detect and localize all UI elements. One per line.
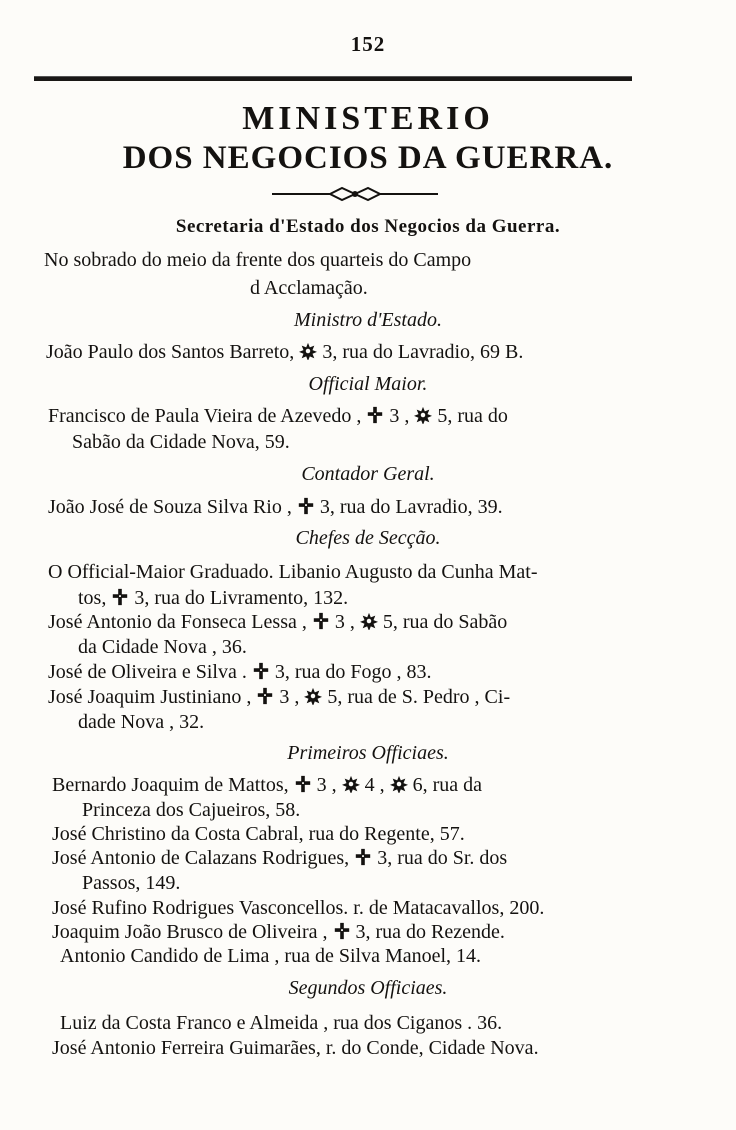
list-item: Antonio Candido de Lima , rua de Silva Manoel, 14.: [60, 945, 482, 967]
maltese-cross-icon: [256, 687, 274, 705]
order-number: 5: [327, 686, 338, 708]
entry-address: , rua de S. Pedro , Ci-: [337, 686, 511, 708]
section-chiefs-heading: Chefes de Secção.: [295, 527, 441, 549]
order-number: 5: [382, 611, 393, 633]
list-item: [52, 846, 507, 870]
list-item: [48, 660, 432, 684]
list-item: O Official-Maior Graduado. Libanio Augusto da Cunha Mat-: [48, 561, 538, 583]
list-item-cont: Passos, 149.: [82, 872, 181, 894]
header-rule: [34, 76, 632, 81]
order-number: 3: [334, 611, 345, 633]
list-item: José Antonio Ferreira Guimarães, r. do Conde, Cidade Nova.: [52, 1037, 539, 1059]
maltese-cross-icon: [366, 406, 384, 424]
ministry-title: MINISTERIO: [242, 100, 494, 137]
order-number: 3: [377, 847, 388, 869]
list-item-cont: Princeza dos Cajueiros, 58.: [82, 799, 301, 821]
entry-text: José Antonio da Fonseca Lessa ,: [48, 611, 307, 633]
order-rosette-icon: [414, 406, 432, 424]
list-item: José Rufino Rodrigues Vasconcellos. r. de Matacavallos, 200.: [52, 897, 545, 919]
list-item: José Christino da Costa Cabral, rua do Regente, 57.: [52, 823, 465, 845]
entry-text: José Joaquim Justiniano ,: [48, 686, 252, 708]
entry-address: , rua do Sr. dos: [387, 847, 508, 869]
order-rosette-icon: [299, 342, 317, 360]
list-item: [48, 685, 510, 709]
order-rosette-icon: [304, 687, 322, 705]
entry-address: , rua do Rezende.: [365, 921, 505, 943]
maltese-cross-icon: [111, 588, 129, 606]
entry-text: tos,: [78, 587, 107, 609]
list-item-cont: da Cidade Nova , 36.: [78, 636, 247, 658]
page-number: 152: [350, 32, 386, 56]
order-number: 3: [322, 341, 333, 363]
order-number: 3: [134, 587, 145, 609]
section-heading: Secretaria d'Estado dos Negocios da Guerra.: [175, 216, 561, 237]
entry-address: , rua do Fogo , 83.: [284, 661, 432, 683]
maltese-cross-icon: [312, 612, 330, 630]
first-officers-heading: Primeiros Officiaes.: [287, 742, 449, 764]
list-item-cont: [78, 586, 348, 610]
entry-address: , rua da: [422, 774, 483, 796]
order-number: 3: [319, 496, 330, 518]
location-line-1: No sobrado do meio da frente dos quarteis do Campo: [44, 249, 472, 271]
accountant-name: João José de Souza Silva Rio ,: [48, 496, 292, 518]
order-rosette-icon: [390, 775, 408, 793]
official-name: Francisco de Paula Vieira de Azevedo ,: [48, 405, 362, 427]
official-address-cont: Sabão da Cidade Nova, 59.: [72, 431, 290, 453]
list-item: [52, 920, 505, 944]
order-number: 6: [412, 774, 423, 796]
maltese-cross-icon: [294, 775, 312, 793]
list-item: [48, 610, 507, 634]
accountant-heading: Contador Geral.: [301, 463, 435, 485]
order-rosette-icon: [360, 612, 378, 630]
minister-heading: Ministro d'Estado.: [294, 309, 442, 331]
maltese-cross-icon: [297, 497, 315, 515]
separator: ,: [289, 686, 305, 708]
order-rosette-icon: [342, 775, 360, 793]
list-item: Bernardo Joaquim de Mattos, 3 , 4 , 6, rua da: [52, 774, 483, 796]
second-officers-heading: Segundos Officiaes.: [288, 977, 448, 999]
order-number: 3: [316, 774, 327, 796]
order-number: 5: [437, 405, 448, 427]
order-number: 3: [389, 405, 400, 427]
official-heading: Official Maior.: [308, 373, 428, 395]
accountant-entry: [48, 495, 503, 519]
maltese-cross-icon: [333, 922, 351, 940]
ministry-subtitle: DOS NEGOCIOS DA GUERRA.: [122, 140, 614, 176]
maltese-cross-icon: [252, 662, 270, 680]
accountant-address: , rua do Lavradio, 39.: [329, 496, 503, 518]
maltese-cross-icon: [354, 848, 372, 866]
minister-entry: [46, 340, 523, 364]
order-number: 3: [274, 661, 285, 683]
official-entry: [48, 404, 508, 428]
order-number: 4: [364, 774, 375, 796]
minister-name: João Paulo dos Santos Barreto,: [46, 341, 295, 363]
separator: ,: [399, 405, 415, 427]
list-item-cont: dade Nova , 32.: [78, 711, 205, 733]
entry-address: , rua do Livramento, 132.: [144, 587, 349, 609]
entry-text: Bernardo Joaquim de Mattos,: [52, 774, 289, 796]
list-item: Luiz da Costa Franco e Almeida , rua dos Ciganos . 36.: [60, 1012, 503, 1034]
entry-text: Joaquim João Brusco de Oliveira ,: [52, 921, 328, 943]
separator: ,: [344, 611, 360, 633]
location-line-2: d Acclamação.: [250, 277, 368, 299]
entry-address: , rua do Sabão: [392, 611, 508, 633]
order-number: 3: [279, 686, 290, 708]
entry-text: José Antonio de Calazans Rodrigues,: [52, 847, 350, 869]
official-address: , rua do: [447, 405, 508, 427]
ornament-divider-icon: [270, 186, 440, 202]
minister-address: , rua do Lavradio, 69 B.: [332, 341, 524, 363]
order-number: 3: [355, 921, 366, 943]
entry-text: José de Oliveira e Silva .: [48, 661, 247, 683]
